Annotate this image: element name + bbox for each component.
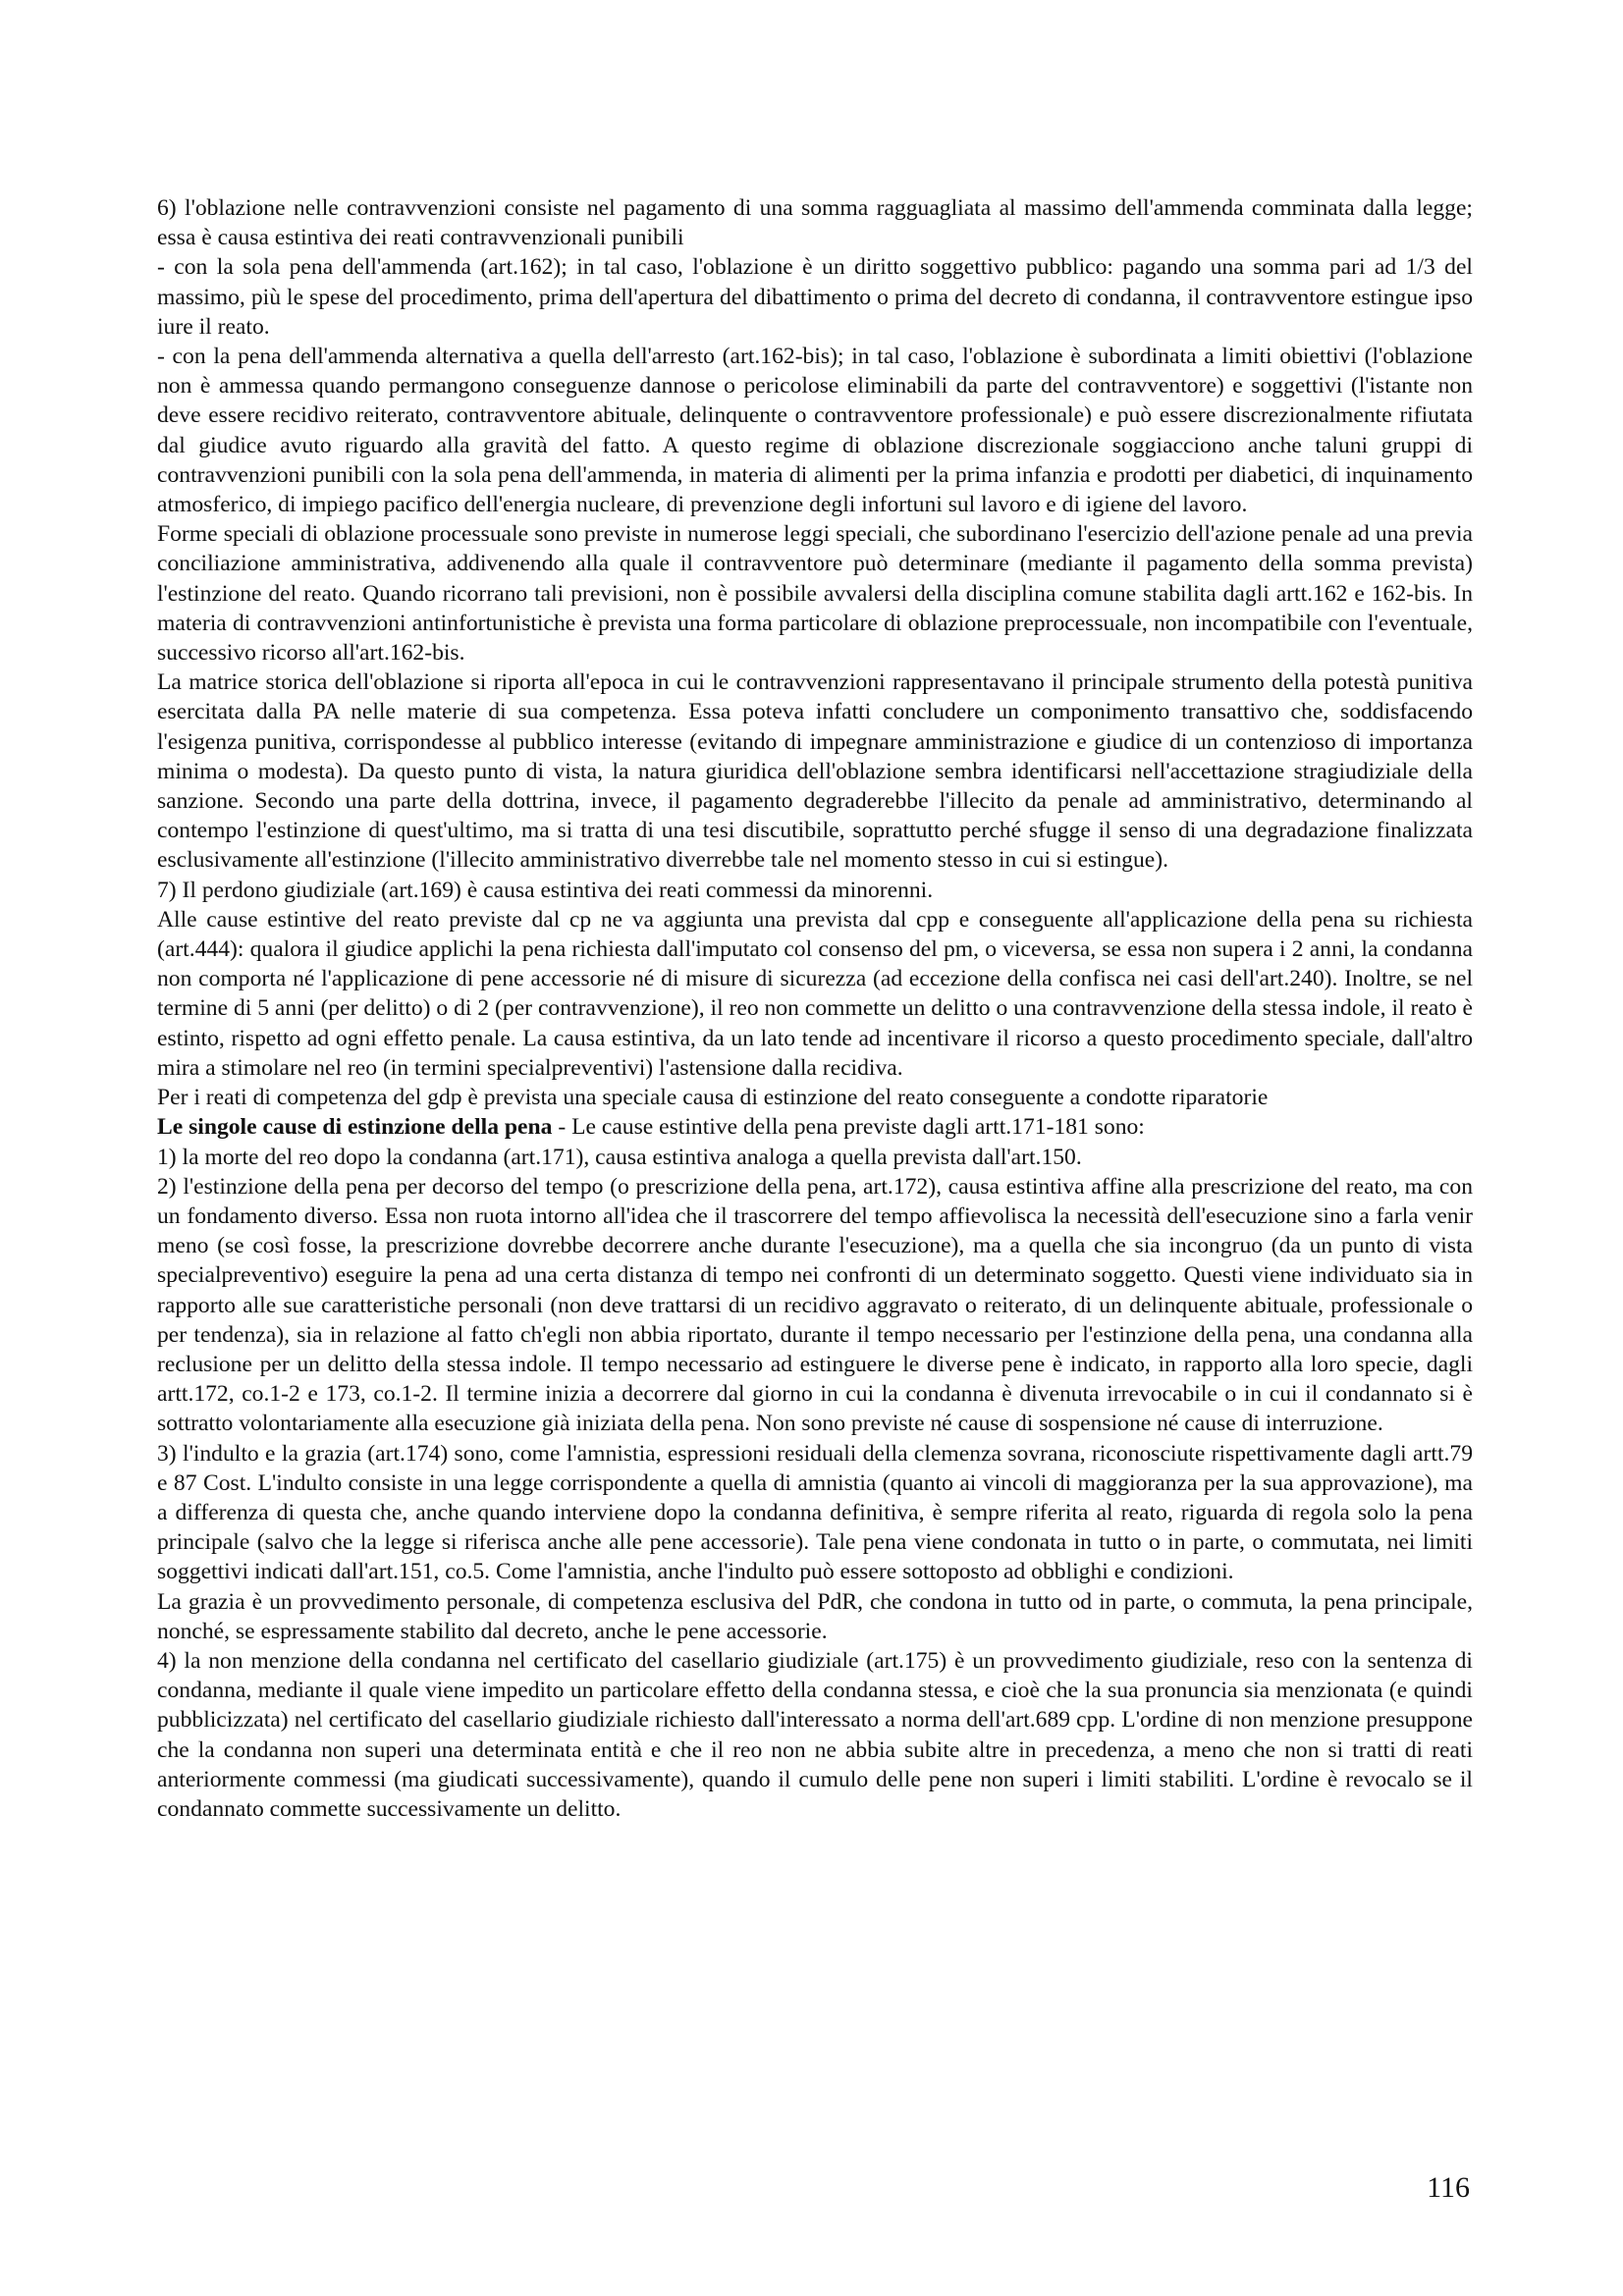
- paragraph-cause-estinzione-pena: [157, 1112, 1473, 1142]
- document-body: [157, 193, 1473, 1824]
- paragraph-perdono-giudiziale: 7) Il perdono giudiziale (art.169) è causa estintiva dei reati commessi da minorenni.: [157, 877, 934, 903]
- paragraph-reati-gdp: Per i reati di competenza del gdp è prevista una speciale causa di estinzione del reato conseguente a condotte riparatorie: [157, 1085, 1269, 1111]
- page-number: 116: [1427, 2171, 1470, 2204]
- paragraph-oblazione-art162-bis: - con la pena dell'ammenda alternativa a quella dell'arresto (art.162-bis); in tal caso, l'oblazione è subordinata a limiti obiettivi (l'oblazione non è ammessa quando permangono conseguenze dannose o pericolose eliminabili da parte del contravventore) e soggettivi (l'istante non deve essere recidivo reiterato, contravventore abituale, delinquente o contravventore professionale) e può essere discrezionalmente rifiutata dal giudice avuto riguardo alla gravità del fatto. A questo regime di oblazione discrezionale soggiacciono anche taluni gruppi di contravvenzioni punibili con la sola pena dell'ammenda, in materia di alimenti per la prima infanzia e prodotti per diabetici, di inquinamento atmosferico, di impiego pacifico dell'energia nucleare, di prevenzione degli infortuni sul lavoro e di igiene del lavoro.: [157, 344, 1473, 518]
- paragraph-matrice-storica: La matrice storica dell'oblazione si riporta all'epoca in cui le contravvenzioni rappresentavano il principale strumento della potestà punitiva esercitata dalla PA nelle materie di sua competenza. Essa poteva infatti concludere un componimento transattivo che, soddisfacendo l'esigenza punitiva, corrispondesse al pubblico interesse (evitando di impegnare amministrazione e giudice di un contenzioso di importanza minima o modesta). Da questo punto di vista, la natura giuridica dell'oblazione sembra identificarsi nell'accettazione stragiudiziale della sanzione. Secondo una parte della dottrina, invece, il pagamento degraderebbe l'illecito da penale ad amministrativo, determinando al contempo l'estinzione di quest'ultimo, ma si tratta di una tesi discutibile, soprattutto perché sfugge il senso di una degradazione finalizzata esclusivamente all'estinzione (l'illecito amministrativo diverrebbe tale nel momento stesso in cui si estingue).: [157, 669, 1473, 874]
- paragraph-indulto-grazia: 3) l'indulto e la grazia (art.174) sono, come l'amnistia, espressioni residuali della clemenza sovrana, riconosciute rispettivamente dagli artt.79 e 87 Cost. L'indulto consiste in una legge corrispondente a quella di amnistia (quanto ai vincoli di maggioranza per la sua approvazione), ma a differenza di questa che, anche quando interviene dopo la condanna definitiva, è sempre riferita al reato, riguarda di regola solo la pena principale (salvo che la legge si riferisca anche alle pene accessorie). Tale pena viene condonata in tutto o in parte, o commutata, nei limiti soggettivi indicati dall'art.151, co.5. Come l'amnistia, anche l'indulto può essere sottoposto ad obblighi e condizioni.: [157, 1440, 1473, 1585]
- paragraph-applicazione-pena: Alle cause estintive del reato previste dal cp ne va aggiunta una prevista dal cpp e conseguente all'applicazione della pena su richiesta (art.444): qualora il giudice applichi la pena richiesta dall'imputato col consenso del pm, o viceversa, se essa non supera i 2 anni, la condanna non comporta né l'applicazione di pene accessorie né di misure di sicurezza (ad eccezione della confisca nei casi dell'art.240). Inoltre, se nel termine di 5 anni (per delitto) o di 2 (per contravvenzione), il reo non commette un delitto o una contravvenzione della stessa indole, il reato è estinto, rispetto ad ogni effetto penale. La causa estintiva, da un lato tende ad incentivare il ricorso a questo procedimento speciale, dall'altro mira a stimolare nel reo (in termini specialpreventivi) l'astensione dalla recidiva.: [157, 906, 1473, 1081]
- paragraph-prescrizione-pena: 2) l'estinzione della pena per decorso del tempo (o prescrizione della pena, art.172), causa estintiva affine alla prescrizione del reato, ma con un fondamento diverso. Essa non ruota intorno all'idea che il trascorrere del tempo affievolisca la necessità dell'esecuzione sino a farla venir meno (se così fosse, la prescrizione dovrebbe decorrere anche durante l'esecuzione), ma a quella che sia incongruo (da un punto di vista specialpreventivo) eseguire la pena ad una certa distanza di tempo nei confronti di un determinato soggetto. Questi viene individuato sia in rapporto alle sue caratteristiche personali (non deve trattarsi di un recidivo aggravato o reiterato, di un delinquente abituale, professionale o per tendenza), sia in relazione al fatto ch'egli non abbia riportato, durante il tempo necessario per l'estinzione della pena, una condanna alla reclusione per un delitto della stessa indole. Il tempo necessario ad estinguere le diverse pene è indicato, in rapporto alla loro specie, dagli artt.172, co.1-2 e 173, co.1-2. Il termine inizia a decorrere dal giorno in cui la condanna è divenuta irrevocabile o in cui il condannato si è sottratto volontariamente alla esecuzione già iniziata della pena. Non sono previste né cause di sospensione né cause di interruzione.: [157, 1173, 1473, 1437]
- paragraph-oblazione-art162: - con la sola pena dell'ammenda (art.162); in tal caso, l'oblazione è un diritto soggettivo pubblico: pagando una somma pari ad 1/3 del massimo, più le spese del procedimento, prima dell'apertura del dibattimento o prima del decreto di condanna, il contravventore estingue ipso iure il reato.: [157, 254, 1473, 340]
- paragraph-grazia: La grazia è un provvedimento personale, di competenza esclusiva del PdR, che condona in tutto od in parte, o commuta, la pena principale, nonché, se espressamente stabilito dal decreto, anche le pene accessorie.: [157, 1588, 1473, 1644]
- section-heading: Le singole cause di estinzione della pena: [157, 1114, 553, 1141]
- paragraph-forme-speciali: Forme speciali di oblazione processuale sono previste in numerose leggi speciali, che subordinano l'esercizio dell'azione penale ad una previa conciliazione amministrativa, addivenendo alla quale il contravventore può determinare (mediante il pagamento della somma prevista) l'estinzione del reato. Quando ricorrano tali previsioni, non è possibile avvalersi della disciplina comune stabilita dagli artt.162 e 162-bis. In materia di contravvenzioni antinfortunistiche è prevista una forma particolare di oblazione preprocessuale, non incompatibile con l'eventuale, successivo ricorso all'art.162-bis.: [157, 521, 1473, 667]
- paragraph-non-menzione: 4) la non menzione della condanna nel certificato del casellario giudiziale (art.175) è un provvedimento giudiziale, reso con la sentenza di condanna, mediante il quale viene impedito un particolare effetto della condanna stessa, e cioè che la sua pronuncia sia menzionata (e quindi pubblicizzata) nel certificato del casellario giudiziale richiesto dall'interessato a norma dell'art.689 cpp. L'ordine di non menzione presuppone che la condanna non superi una determinata entità e che il reo non ne abbia subite altre in precedenza, a meno che non si tratti di reati anteriormente commessi (ma giudicati successivamente), quando il cumulo delle pene non superi i limiti stabiliti. L'ordine è revocalo se il condannato commette successivamente un delitto.: [157, 1647, 1473, 1822]
- paragraph-morte-reo: 1) la morte del reo dopo la condanna (art.171), causa estintiva analoga a quella prevista dall'art.150.: [157, 1144, 1082, 1170]
- section-heading-continuation: - Le cause estintive della pena previste dagli artt.171-181 sono:: [552, 1114, 1145, 1141]
- paragraph-oblazione-intro: 6) l'oblazione nelle contravvenzioni consiste nel pagamento di una somma ragguagliata al massimo dell'ammenda comminata dalla legge; essa è causa estintiva dei reati contravvenzionali punibili: [157, 195, 1473, 251]
